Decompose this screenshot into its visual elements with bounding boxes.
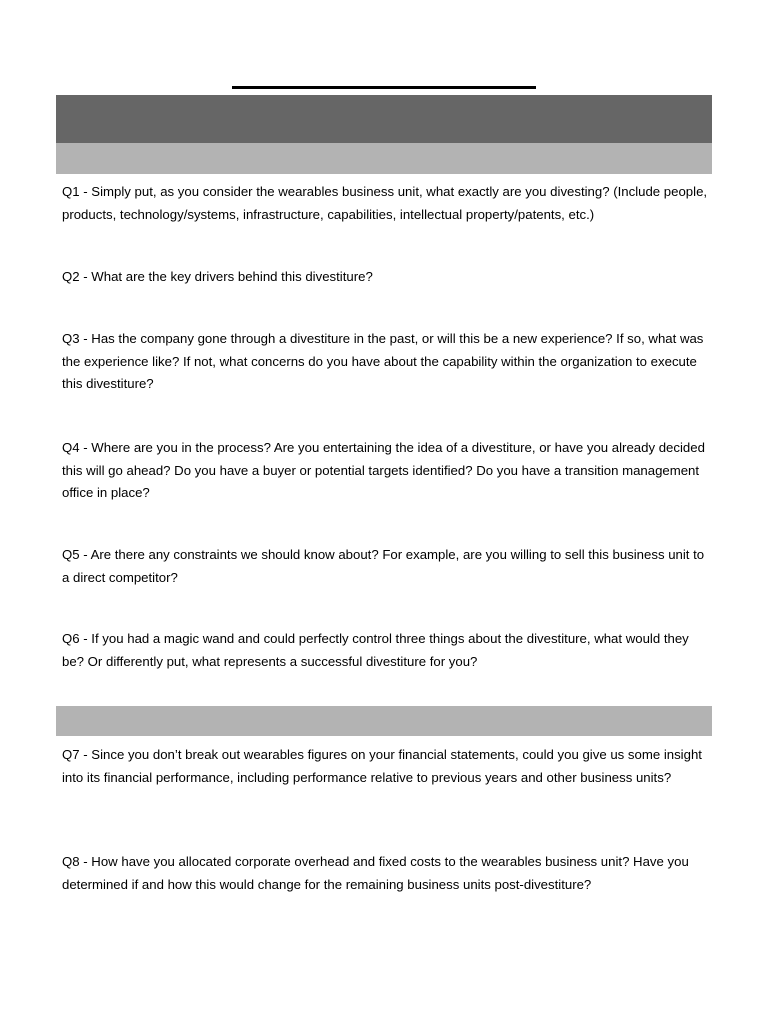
header-band <box>56 95 712 143</box>
question-4: Q4 - Where are you in the process? Are you entertaining the idea of a divestiture, or have you already decided this will go ahead? Do you have a buyer or potential targets identified? Do you have a transition management office in place? <box>62 440 705 501</box>
question-8: Q8 - How have you allocated corporate overhead and fixed costs to the wearables business unit? Have you determined if and how this would change for the remaining business units post-divestiture? <box>62 854 689 892</box>
question-3: Q3 - Has the company gone through a divestiture in the past, or will this be a new experience? If so, what was the experience like? If not, what concerns do you have about the capability within the organization to execute this divestiture? <box>62 331 704 392</box>
question-5: Q5 - Are there any constraints we should know about? For example, are you willing to sell this business unit to a direct competitor? <box>62 547 705 585</box>
question-6: Q6 - If you had a magic wand and could perfectly control three things about the divestiture, what would they be? Or differently put, what represents a successful divestiture for you? <box>62 631 689 669</box>
section-band-2 <box>56 706 712 736</box>
question-2: Q2 - What are the key drivers behind this divestiture? <box>62 269 373 284</box>
section-band-1 <box>56 143 712 174</box>
question-1: Q1 - Simply put, as you consider the wearables business unit, what exactly are you divesting? (Include people, products, technology/systems, infrastructure, capabilities, intellectual property/patents, etc.) <box>62 184 708 222</box>
question-7: Q7 - Since you don’t break out wearables figures on your financial statements, could you give us some insight into its financial performance, including performance relative to previous years and other business units? <box>62 747 702 785</box>
title-rule <box>232 86 536 89</box>
